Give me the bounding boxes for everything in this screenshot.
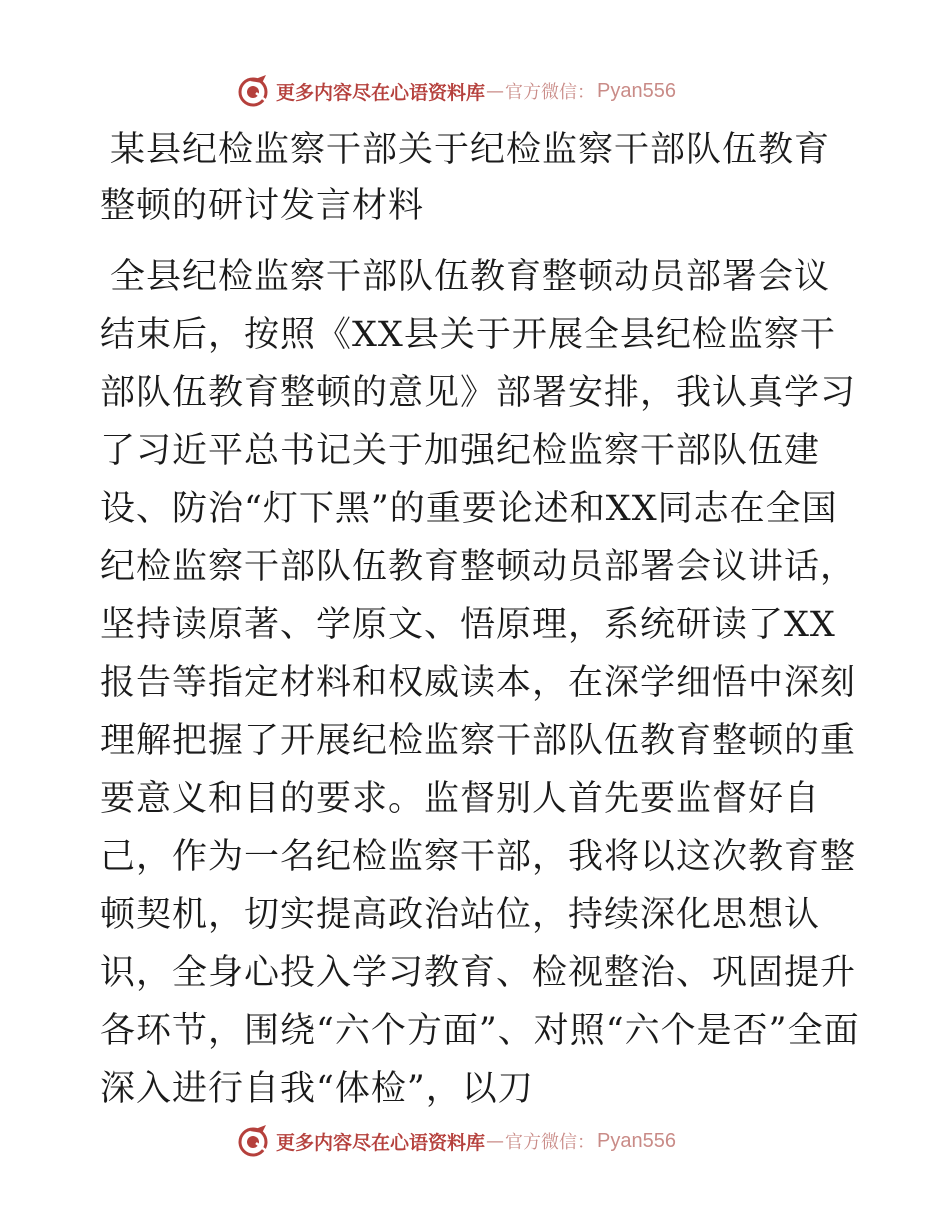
banner-dash: — (486, 1130, 505, 1152)
header-banner (236, 72, 676, 110)
banner-wechat-label: 官方微信： (505, 82, 596, 103)
banner-wechat-id: Pyan556 (597, 1129, 676, 1152)
footer-banner (236, 1122, 676, 1160)
document-paragraph: 全县纪检监察干部队伍教育整顿动员部署会议结束后，按照《XX县关于开展全县纪检监察干部队伍教育整顿的意见》部署安排，我认真学习了习近平总书记关于加强纪检监察干部队伍建设、防治“灯下黑”的重要论述和XX同志在全国纪检监察干部队伍教育整顿动员部署会议讲话，坚持读原著、学原文、悟原理，系统研读了XX报告等指定材料和权威读本，在深学细悟中深刻理解把握了开展纪检监察干部队伍教育整顿的重要意义和目的要求。监督别人首先要监督好自己，作为一名纪检监察干部，我将以这次教育整顿契机，切实提高政治站位，持续深化思想认识，全身心投入学习教育、检视整治、巩固提升各环节，围绕“六个方面”、对照“六个是否”全面深入进行自我“体检”，以刀 (100, 257, 860, 1109)
banner-wechat-label: 官方微信： (505, 1132, 596, 1153)
banner-dash: — (486, 80, 505, 102)
brand-logo-icon (236, 1123, 272, 1159)
banner-title: 更多内容尽在心语资料库 (276, 1131, 486, 1154)
banner-title: 更多内容尽在心语资料库 (276, 81, 486, 104)
document-title: 某县纪检监察干部关于纪检监察干部队伍教育整顿的研讨发言材料 (100, 130, 831, 226)
banner-wechat-id: Pyan556 (597, 79, 676, 102)
brand-logo-icon (236, 73, 272, 109)
